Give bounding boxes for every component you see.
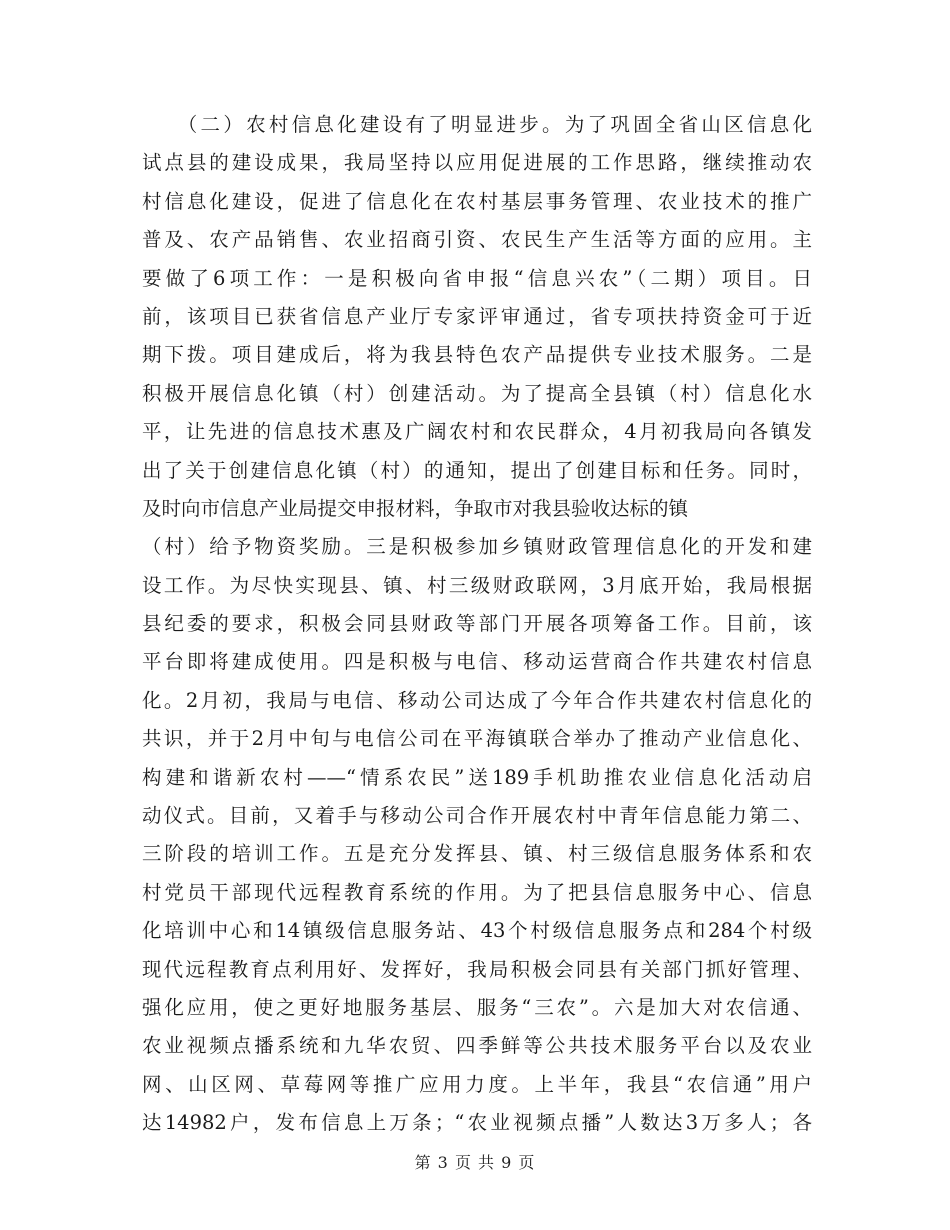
text-line-27: 达14982户，发布信息上万条；“农业视频点播”人数达3万多人；各 — [142, 1111, 812, 1135]
text-line-8: 积极开展信息化镇（村）创建活动。为了提高全县镇（村）信息化水 — [142, 381, 812, 405]
text-line-4: 普及、农产品销售、农业招商引资、农民生产生活等方面的应用。主 — [142, 228, 812, 252]
text-line-26: 网、山区网、草莓网等推广应用力度。上半年，我县“农信通”用户 — [142, 1072, 812, 1096]
text-line-16: 化。2月初，我局与电信、移动公司达成了今年合作共建农村信息化的 — [142, 688, 812, 712]
text-line-24: 强化应用，使之更好地服务基层、服务“三农”。六是加大对农信通、 — [142, 995, 812, 1019]
text-line-15: 平台即将建成使用。四是积极与电信、移动运营商合作共建农村信息 — [142, 650, 812, 674]
text-line-13: 设工作。为尽快实现县、镇、村三级财政联网，3月底开始，我局根据 — [142, 573, 812, 597]
text-line-9: 平，让先进的信息技术惠及广阔农村和农民群众，4月初我局向各镇发 — [142, 420, 812, 444]
text-line-14: 县纪委的要求，积极会同县财政等部门开展各项筹备工作。目前，该 — [142, 612, 812, 636]
text-line-25: 农业视频点播系统和九华农贸、四季鲜等公共技术服务平台以及农业 — [142, 1034, 812, 1058]
text-line-10: 出了关于创建信息化镇（村）的通知，提出了创建目标和任务。同时， — [142, 458, 812, 482]
text-line-2: 试点县的建设成果，我局坚持以应用促进展的工作思路，继续推动农 — [142, 151, 812, 175]
text-line-3: 村信息化建设，促进了信息化在农村基层事务管理、农业技术的推广 — [142, 189, 812, 213]
text-line-17: 共识，并于2月中旬与电信公司在平海镇联合举办了推动产业信息化、 — [142, 727, 812, 751]
text-line-6: 前，该项目已获省信息产业厅专家评审通过，省专项扶持资金可于近 — [142, 304, 812, 328]
text-line-18: 构建和谐新农村——“情系农民”送189手机助推农业信息化活动启 — [142, 765, 812, 789]
text-line-5: 要做了6项工作：一是积极向省申报“信息兴农”（二期）项目。日 — [142, 266, 812, 290]
body-text — [142, 106, 812, 1143]
text-line-11: 及时向市信息产业局提交申报材料，争取市对我县验收达标的镇 — [142, 496, 689, 520]
text-line-22: 化培训中心和14镇级信息服务站、43个村级信息服务点和284个村级 — [142, 919, 812, 943]
text-line-7: 期下拨。项目建成后，将为我县特色农产品提供专业技术服务。二是 — [142, 343, 812, 367]
text-line-19: 动仪式。目前，又着手与移动公司合作开展农村中青年信息能力第二、 — [142, 804, 812, 828]
page-number-footer: 第 3 页 共 9 页 — [414, 1153, 536, 1172]
text-line-1: （二）农村信息化建设有了明显进步。为了巩固全省山区信息化 — [142, 113, 812, 136]
text-line-23: 现代远程教育点利用好、发挥好，我局积极会同县有关部门抓好管理、 — [142, 957, 812, 981]
text-line-12: （村）给予物资奖励。三是积极参加乡镇财政管理信息化的开发和建 — [142, 535, 812, 559]
text-line-21: 村党员干部现代远程教育系统的作用。为了把县信息服务中心、信息 — [142, 880, 812, 904]
text-line-20: 三阶段的培训工作。五是充分发挥县、镇、村三级信息服务体系和农 — [142, 842, 812, 866]
